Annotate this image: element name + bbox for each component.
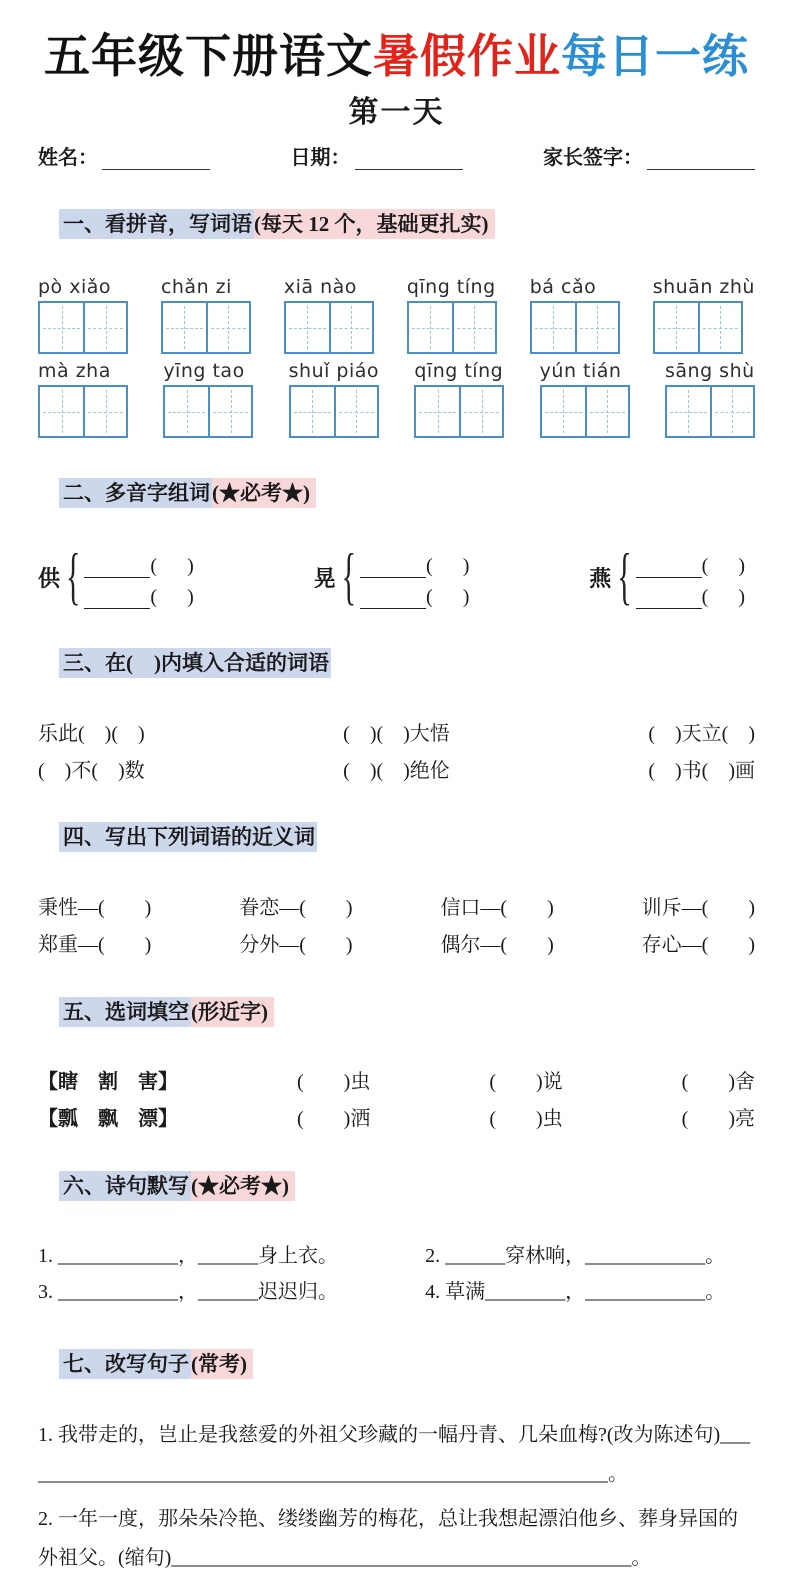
wordchoice-item: ( )虫 — [297, 1071, 371, 1094]
paren-blank: ( ) — [701, 554, 745, 577]
pinyin-item — [414, 360, 504, 438]
section5-title: 五、选词填空 — [59, 997, 191, 1027]
title-part-blue: 每日一练 — [561, 30, 749, 82]
grid-cell[interactable] — [40, 303, 83, 352]
date-label: 日期： — [290, 146, 351, 169]
idiom-blank: ( )( )大悟 — [343, 722, 450, 745]
grid-cell[interactable] — [40, 387, 83, 436]
section1-note: (每天 12 个，基础更扎实) — [254, 209, 495, 239]
polyphone-line — [360, 578, 469, 609]
grid-cell[interactable] — [710, 387, 753, 436]
pinyin-item — [530, 276, 620, 354]
date-blank[interactable] — [355, 148, 463, 170]
paren-blank: ( ) — [426, 554, 470, 577]
polyphone-char: 燕 — [589, 566, 612, 592]
paren-blank: ( ) — [150, 554, 194, 577]
section4-heading — [38, 792, 755, 883]
word-blank[interactable] — [84, 589, 150, 609]
pinyin-item — [38, 276, 128, 354]
name-field — [38, 141, 210, 170]
grid-cell[interactable] — [291, 387, 334, 436]
grid-cell[interactable] — [459, 387, 502, 436]
polyphone-group — [38, 547, 194, 609]
idiom-blank: ( )天立( ) — [648, 722, 755, 745]
polyphone-char: 晃 — [313, 566, 336, 592]
synonym-row-1 — [38, 891, 755, 920]
pinyin-word: yīng tao — [163, 360, 245, 383]
pinyin-word: xiā nào — [283, 276, 357, 299]
pinyin-word: qīng tíng — [414, 360, 504, 383]
writing-grid[interactable] — [289, 385, 379, 438]
poem-section — [38, 1238, 755, 1310]
brace-icon — [342, 542, 356, 613]
writing-grid[interactable] — [407, 301, 497, 354]
grid-cell[interactable] — [655, 303, 698, 352]
section1-title: 一、看拼音，写词语 — [59, 209, 254, 239]
grid-cell[interactable] — [163, 303, 206, 352]
pinyin-word: sāng shù — [664, 360, 755, 383]
idiom-blank: 乐此( )( ) — [38, 722, 145, 745]
name-label: 姓名： — [38, 146, 98, 169]
synonym-item: 信口—( ) — [440, 897, 554, 920]
wordchoice-item: ( )舍 — [681, 1071, 755, 1094]
section2-note: (★必考★) — [212, 478, 316, 508]
writing-grid[interactable] — [653, 301, 743, 354]
polyphone-lines — [360, 547, 469, 609]
grid-cell[interactable] — [585, 387, 628, 436]
pinyin-item — [38, 360, 128, 438]
polyphone-row — [38, 547, 755, 609]
word-bank: 【瓢 飘 漂】 — [38, 1108, 178, 1131]
signature-label: 家长签字： — [543, 146, 643, 169]
signature-blank[interactable] — [647, 148, 755, 170]
wordchoice-item: ( )洒 — [297, 1108, 371, 1131]
grid-cell[interactable] — [165, 387, 208, 436]
grid-cell[interactable] — [416, 387, 459, 436]
date-field — [291, 141, 463, 170]
pinyin-word: shuān zhù — [652, 276, 755, 299]
idiom-blank: ( )书( )画 — [648, 759, 755, 782]
grid-cell[interactable] — [286, 303, 329, 352]
synonym-item: 存心—( ) — [641, 934, 755, 957]
wordchoice-row-2 — [38, 1102, 755, 1131]
writing-grid[interactable] — [540, 385, 630, 438]
word-blank[interactable] — [360, 589, 426, 609]
grid-cell[interactable] — [452, 303, 495, 352]
grid-cell[interactable] — [208, 387, 251, 436]
pinyin-row-1 — [38, 276, 755, 354]
grid-cell[interactable] — [409, 303, 452, 352]
section5-heading — [38, 966, 755, 1057]
polyphone-group — [314, 547, 470, 609]
writing-grid[interactable] — [38, 301, 128, 354]
polyphone-group — [589, 547, 745, 609]
synonym-item: 训斥—( ) — [641, 897, 755, 920]
pinyin-item — [289, 360, 379, 438]
pinyin-word: mà zha — [38, 360, 111, 383]
pinyin-word: yún tián — [539, 360, 622, 383]
pinyin-word: bá cǎo — [529, 276, 597, 299]
pinyin-item — [407, 276, 497, 354]
grid-cell[interactable] — [334, 387, 377, 436]
wordchoice-row-1 — [38, 1065, 755, 1094]
synonym-item: 偶尔—( ) — [440, 934, 554, 957]
signature-field — [543, 141, 755, 170]
pinyin-item — [284, 276, 374, 354]
pinyin-item — [161, 276, 251, 354]
paren-blank: ( ) — [150, 585, 194, 608]
writing-grid[interactable] — [38, 385, 128, 438]
rewrite-question-2: 2. 一年一度，那朵朵冷艳、缕缕幽芳的梅花，总让我想起漂泊他乡、葬身异国的外祖父。(缩句)______________________________________________。 — [38, 1508, 738, 1570]
brace-icon — [617, 542, 631, 613]
polyphone-line — [636, 547, 745, 578]
polyphone-line — [360, 547, 469, 578]
section3-heading — [38, 618, 755, 709]
wordchoice-item: ( )说 — [489, 1071, 563, 1094]
synonym-item: 眷恋—( ) — [239, 897, 353, 920]
writing-grid[interactable] — [161, 301, 251, 354]
pinyin-item — [653, 276, 755, 354]
section6-title: 六、诗句默写 — [59, 1171, 191, 1201]
pinyin-word: chǎn zi — [160, 276, 232, 299]
polyphone-line — [84, 547, 193, 578]
title-part-black: 五年级下册语文 — [44, 30, 373, 82]
polyphone-lines — [84, 547, 193, 609]
section2-title: 二、多音字组词 — [59, 478, 212, 508]
word-blank[interactable] — [360, 558, 426, 578]
idiom-blank: ( )不( )数 — [38, 759, 145, 782]
section4-title: 四、写出下列词语的近义词 — [59, 822, 317, 852]
grid-cell[interactable] — [542, 387, 585, 436]
info-row — [38, 141, 755, 170]
grid-cell[interactable] — [83, 303, 126, 352]
writing-grid[interactable] — [665, 385, 755, 438]
grid-cell[interactable] — [667, 387, 710, 436]
synonym-item: 分外—( ) — [239, 934, 353, 957]
section6-heading — [38, 1140, 755, 1231]
word-blank[interactable] — [636, 558, 702, 578]
writing-grid[interactable] — [530, 301, 620, 354]
section6-note: (★必考★) — [191, 1171, 295, 1201]
poem-blank: 1. ____________，______身上衣。 — [38, 1244, 338, 1267]
brace-icon — [66, 542, 80, 613]
pinyin-row-2 — [38, 360, 755, 438]
grid-cell[interactable] — [83, 387, 126, 436]
title-part-red: 暑假作业 — [373, 30, 561, 82]
pinyin-item — [665, 360, 755, 438]
grid-cell[interactable] — [698, 303, 741, 352]
pinyin-word: shuǐ piáo — [288, 360, 380, 383]
section7-title: 七、改写句子 — [59, 1349, 191, 1379]
grid-cell[interactable] — [329, 303, 372, 352]
synonym-row-2 — [38, 928, 755, 957]
section2-heading — [38, 447, 755, 538]
section3-title: 三、在( )内填入合适的词语 — [59, 648, 331, 678]
word-blank[interactable] — [636, 589, 702, 609]
writing-grid[interactable] — [163, 385, 253, 438]
wordchoice-item: ( )亮 — [681, 1108, 755, 1131]
grid-cell[interactable] — [532, 303, 575, 352]
pinyin-word: qīng tíng — [406, 276, 496, 299]
word-bank: 【瞎 割 害】 — [38, 1071, 178, 1094]
name-blank[interactable] — [102, 148, 210, 170]
poem-blank: 3. ____________，______迟迟归。 — [38, 1280, 338, 1303]
writing-grid[interactable] — [284, 301, 374, 354]
polyphone-char: 供 — [38, 566, 61, 592]
rewrite-question-1: 1. 我带走的，岂止是我慈爱的外祖父珍藏的一幅丹青、几朵血梅?(改为陈述句)____________________________________________________________。 — [38, 1424, 751, 1486]
polyphone-line — [84, 578, 193, 609]
section7-heading — [38, 1319, 755, 1410]
idiom-row-1 — [38, 717, 755, 746]
pinyin-item — [163, 360, 253, 438]
synonym-item: 秉性—( ) — [38, 897, 152, 920]
poem-blank: 4. 草满________，____________。 — [425, 1280, 726, 1303]
synonym-item: 郑重—( ) — [38, 934, 152, 957]
day-subtitle: 第一天 — [348, 95, 445, 129]
writing-grid[interactable] — [414, 385, 504, 438]
polyphone-line — [636, 578, 745, 609]
pinyin-item — [540, 360, 630, 438]
pinyin-word: pò xiǎo — [38, 276, 112, 299]
paren-blank: ( ) — [701, 585, 745, 608]
paren-blank: ( ) — [426, 585, 470, 608]
grid-cell[interactable] — [206, 303, 249, 352]
section7-note: (常考) — [191, 1349, 253, 1379]
polyphone-lines — [636, 547, 745, 609]
wordchoice-item: ( )虫 — [489, 1108, 563, 1131]
poem-blank: 2. ______穿林响，____________。 — [425, 1244, 726, 1267]
page-title — [38, 30, 755, 83]
idiom-blank: ( )( )绝伦 — [343, 759, 450, 782]
grid-cell[interactable] — [575, 303, 618, 352]
idiom-row-2 — [38, 754, 755, 783]
section5-note: (形近字) — [191, 997, 274, 1027]
section1-heading — [38, 179, 755, 270]
word-blank[interactable] — [84, 558, 150, 578]
